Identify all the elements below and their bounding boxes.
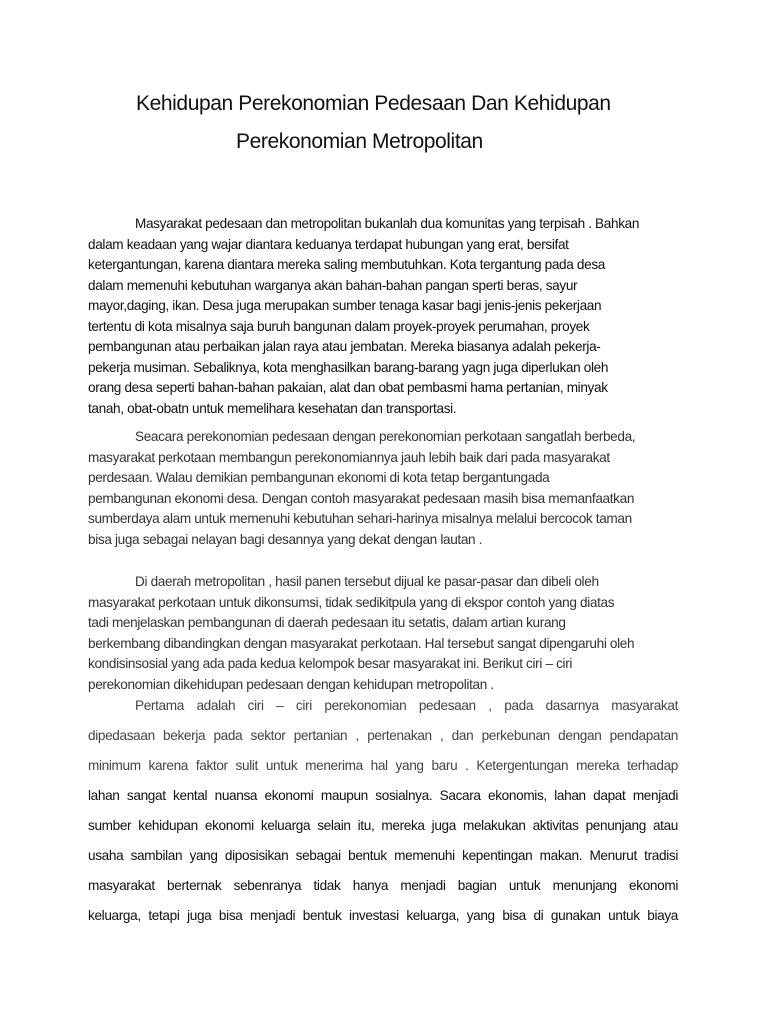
paragraph-line: ketergantungan, karena diantara mereka saling membutuhkan. Kota tergantung pada desa: [88, 257, 605, 272]
document-title-line-2: Perekonomian Metropolitan: [236, 130, 483, 153]
paragraph-1: [88, 214, 678, 419]
paragraph-line: bisa juga sebagai nelayan bagi desannya yang dekat dengan lautan .: [88, 531, 483, 547]
paragraph-line: masyarakat berternak sebenranya tidak hanya menjadi bagian untuk menunjang ekonomi: [88, 878, 678, 893]
paragraph-line: masyarakat perkotaan untuk dikonsumsi, tidak sedikitpula yang di ekspor contoh yang diatas: [88, 594, 615, 610]
paragraph-line: pembangunan atau perbaikan jalan raya atau jembatan. Mereka biasanya adalah pekerja-: [88, 339, 601, 354]
paragraph-line: tertentu di kota misalnya saja buruh bangunan dalam proyek-proyek perumahan, proyek: [88, 318, 590, 334]
paragraph-line: minimum karena faktor sulit untuk menerima hal yang baru . Ketergentungan mereka terhadap: [88, 758, 678, 773]
paragraph-line: perdesaan. Walau demikian pembangunan ekonomi di kota tetap bergantungada: [88, 470, 550, 485]
paragraph-line: dalam keadaan yang wajar diantara keduanya terdapat hubungan yang erat, bersifat: [88, 236, 569, 252]
paragraph-line: lahan sangat kental nuansa ekonomi maupun sosialnya. Sacara ekonomis, lahan dapat menjadi: [88, 788, 678, 803]
paragraph-line: usaha sambilan yang diposisikan sebagai bentuk memenuhi kepentingan makan. Menurut tradisi: [88, 848, 678, 863]
paragraph-line: tadi menjelaskan pembangunan di daerah pedesaan itu setatis, dalam artian kurang: [88, 615, 566, 630]
paragraph-line: berkembang dibandingkan dengan masyarakat perkotaan. Hal tersebut sangat dipengaruhi oleh: [88, 635, 635, 651]
paragraph-line: sumberdaya alam untuk memenuhi kebutuhan sehari-harinya misalnya melalui bercocok taman: [88, 511, 632, 526]
paragraph-line: masyarakat perkotaan membangun perekonomiannya jauh lebih baik dari pada masyarakat: [88, 449, 610, 465]
paragraph-line: sumber kehidupan ekonomi keluarga selain itu, mereka juga melakukan aktivitas penunjang atau: [88, 818, 678, 833]
paragraph-line: orang desa seperti bahan-bahan pakaian, alat dan obat pembasmi hama pertanian, minyak: [88, 380, 608, 395]
paragraph-4: [88, 691, 678, 931]
paragraph-line: Masyarakat pedesaan dan metropolitan bukanlah dua komunitas yang terpisah . Bahkan: [135, 216, 640, 231]
paragraph-line: Di daerah metropolitan , hasil panen tersebut dijual ke pasar-pasar dan dibeli oleh: [135, 574, 599, 589]
paragraph-line: tanah, obat-obatn untuk memelihara kesehatan dan transportasi.: [88, 400, 457, 416]
paragraph-line: Pertama adalah ciri – ciri perekonomian pedesaan , pada dasarnya masyarakat: [135, 698, 678, 713]
paragraph-line: perekonomian dikehidupan pedesaan dengan kehidupan metropolitan .: [88, 676, 494, 692]
paragraph-line: kondisinsosial yang ada pada kedua kelompok besar masyarakat ini. Berikut ciri – ciri: [88, 656, 573, 671]
paragraph-line: dalam memenuhi kebutuhan warganya akan bahan-bahan pangan sperti beras, sayur: [88, 277, 578, 293]
paragraph-line: pekerja musiman. Sebaliknya, kota menghasilkan barang-barang yagn juga diperlukan oleh: [88, 359, 609, 375]
paragraph-3: [88, 572, 678, 695]
paragraph-line: pembangunan ekonomi desa. Dengan contoh masyarakat pedesaan masih bisa memanfaatkan: [88, 490, 635, 506]
paragraph-line: dipedasaan bekerja pada sektor pertanian , pertenakan , dan perkebunan dengan pendapatan: [88, 728, 678, 743]
paragraph-line: Seacara perekonomian pedesaan dengan perekonomian perkotaan sangatlah berbeda,: [135, 429, 636, 444]
paragraph-line: keluarga, tetapi juga bisa menjadi bentuk investasi keluarga, yang bisa di gunakan untuk biaya: [88, 908, 678, 923]
document-title-line-1: Kehidupan Perekonomian Pedesaan Dan Kehidupan: [136, 92, 611, 115]
paragraph-line: mayor,daging, ikan. Desa juga merupakan sumber tenaga kasar bagi jenis-jenis pekerjaan: [88, 298, 602, 313]
paragraph-2: [88, 427, 678, 550]
